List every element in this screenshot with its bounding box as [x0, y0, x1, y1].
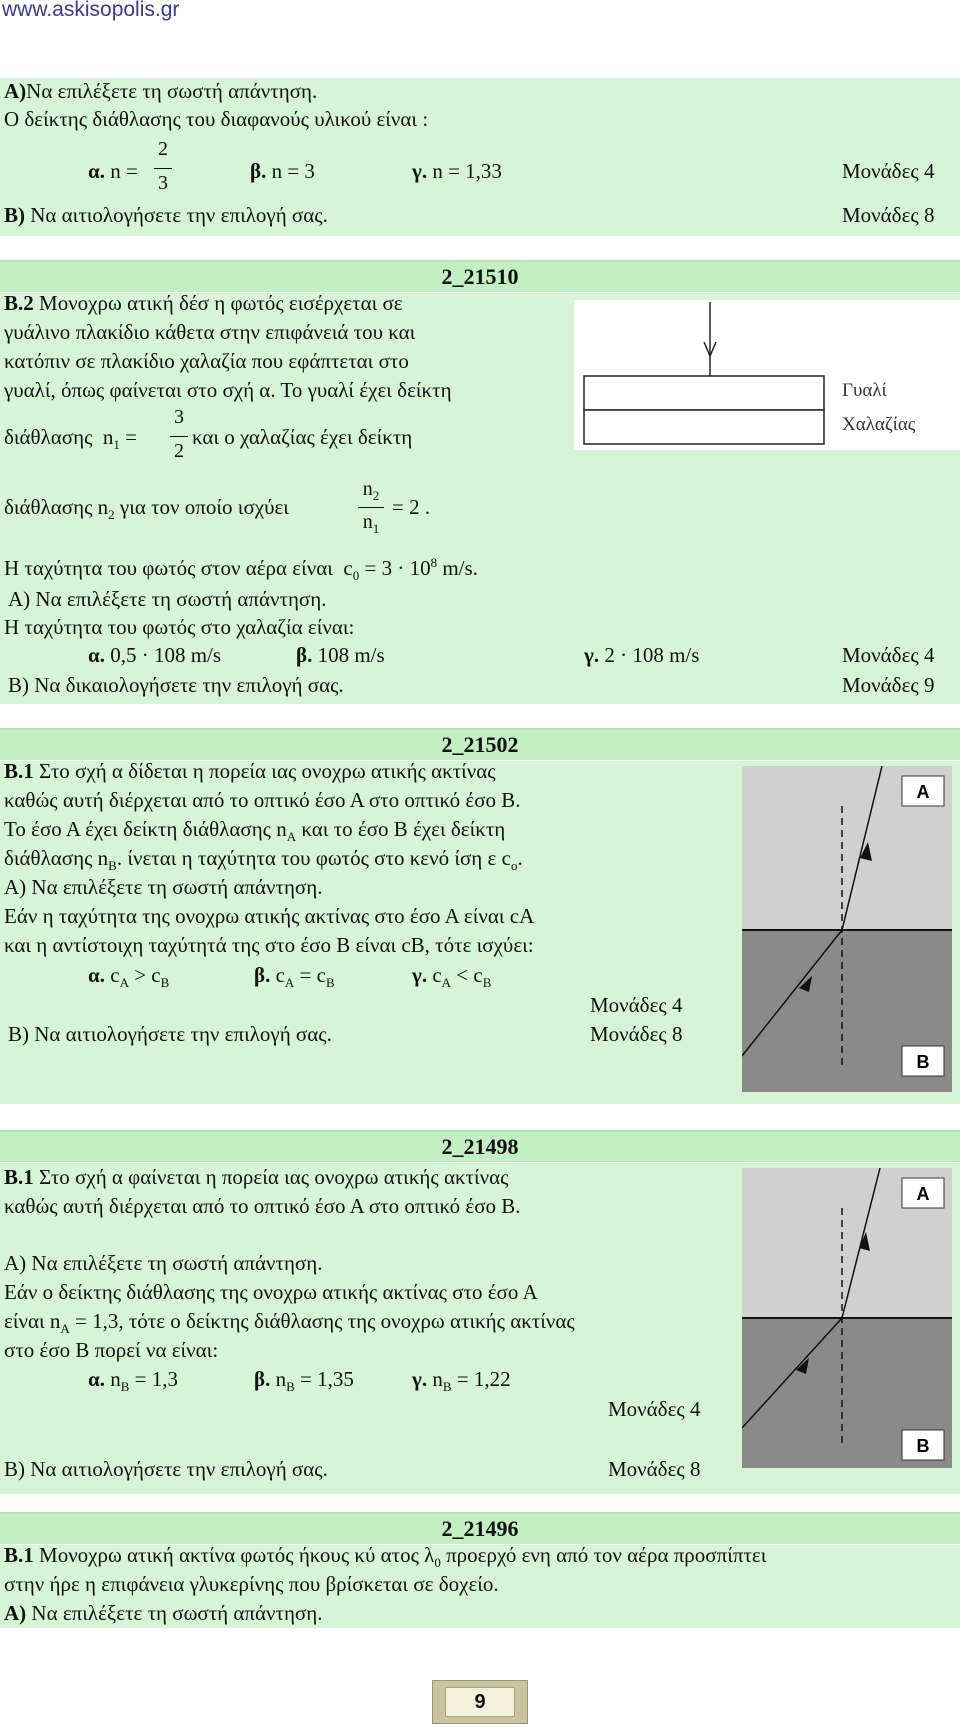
- label-b: B: [916, 1052, 930, 1072]
- question-header: [0, 728, 960, 761]
- option-a-fraction: 2 3: [154, 138, 172, 198]
- question-text-line: και η αντίστοιχη ταχύτητά της στο έσο Β είναι cB, τότε ισχύει:: [4, 933, 534, 957]
- question-text-line: κατόπιν σε πλακίδιο χαλαζία που εφάπτεται στο: [4, 349, 409, 373]
- ratio-value: = 2 .: [392, 495, 431, 519]
- part-b-prompt: Β) Να αιτιολογήσετε την επιλογή σας.: [4, 203, 328, 227]
- option-a: α. n =: [88, 159, 138, 183]
- question-text-line: διάθλασης $n_1$ =: [4, 425, 138, 453]
- question-text-line: στην ήρε η επιφάνεια γλυκερίνης που βρίσκεται σε δοχείο.: [4, 1572, 499, 1596]
- option-a: α. 0,5 · 108 m/s: [88, 643, 222, 667]
- part-a-prompt: Α) Να επιλέξετε τη σωστή απάντηση.: [4, 875, 323, 899]
- question-text-line: καθώς αυτή διέρχεται από το οπτικό έσο Α στο οπτικό έσο Β.: [4, 788, 521, 812]
- label-a: A: [916, 1184, 930, 1204]
- option-a: α. $c_A > c_B$: [88, 963, 170, 991]
- option-b: β. $c_A = c_B$: [254, 963, 335, 991]
- site-url[interactable]: www.askisopolis.gr: [2, 0, 180, 21]
- part-a-prompt: Α) Να επιλέξετε τη σωστή απάντηση.: [4, 1251, 323, 1275]
- question-code: 2_21510: [441, 264, 519, 289]
- part-a-prompt: Α)Να επιλέξετε τη σωστή απάντηση.: [4, 79, 318, 103]
- refraction-figure: [742, 766, 952, 1092]
- question-text-line: Β.1 Στο σχή α δίδεται η πορεία ιας ονοχρω ατικής ακτίνας: [4, 759, 496, 783]
- n1-fraction: 3 2: [170, 406, 188, 468]
- page-number: 9: [445, 1687, 515, 1717]
- question-header: [0, 1130, 960, 1163]
- monades-b: Μονάδες 8: [608, 1457, 701, 1481]
- quartz-plate: [584, 410, 824, 444]
- monades-a: Μονάδες 4: [590, 993, 683, 1017]
- question-text-line: Το έσο Α έχει δείκτη διάθλασης $n_A$ και το έσο Β έχει δείκτη: [4, 817, 506, 845]
- option-b: β. 108 m/s: [296, 643, 385, 667]
- question-text-line: Εάν ο δείκτης διάθλασης της ονοχρω ατικής ακτίνας στο έσο Α: [4, 1280, 538, 1304]
- monades-b: Μονάδες 8: [590, 1022, 683, 1046]
- option-a: α. $n_B = 1,3$: [88, 1367, 178, 1395]
- part-a-prompt: Α) Να επιλέξετε τη σωστή απάντηση.: [8, 587, 327, 611]
- question-stem: Η ταχύτητα του φωτός στο χαλαζία είναι:: [4, 615, 355, 639]
- question-text-line: και ο χαλαζίας έχει δείκτη: [192, 425, 413, 449]
- option-g: γ. 2 · 108 m/s: [584, 643, 700, 667]
- question-text-line: στο έσο Β πορεί να είναι:: [4, 1338, 219, 1362]
- option-g: γ. n = 1,33: [412, 159, 502, 183]
- part-b-prompt: Β) Να δικαιολογήσετε την επιλογή σας.: [8, 673, 344, 697]
- option-b: β. $n_B = 1,35$: [254, 1367, 354, 1395]
- label-b: B: [916, 1436, 930, 1456]
- part-b-prompt: Β) Να αιτιολογήσετε την επιλογή σας.: [8, 1022, 332, 1046]
- option-g: γ. $c_A < c_B$: [412, 963, 492, 991]
- quartz-label: Χαλαζίας: [842, 414, 916, 435]
- label-a: A: [916, 782, 930, 802]
- question-header: [0, 1512, 960, 1545]
- glass-quartz-figure: [574, 300, 960, 450]
- monades-b: Μονάδες 9: [842, 673, 935, 697]
- glass-plate: [584, 376, 824, 410]
- question-text-line: καθώς αυτή διέρχεται από το οπτικό έσο Α στο οπτικό έσο Β.: [4, 1194, 521, 1218]
- question-text-line: διάθλασης $n_2$ για τον οποίο ισχύει: [4, 495, 289, 523]
- part-b-prompt: Β) Να αιτιολογήσετε την επιλογή σας.: [4, 1457, 328, 1481]
- monades-a: Μονάδες 4: [842, 643, 935, 667]
- monades-a: Μονάδες 4: [842, 159, 935, 183]
- speed-in-air: Η ταχύτητα του φωτός στον αέρα είναι $c_0 = 3 \cdot 10^8$ m/s.: [4, 555, 478, 584]
- question-text-line: γυάλινο πλακίδιο κάθετα στην επιφάνειά του και: [4, 320, 416, 344]
- question-text-line: Β.1 Στο σχή α φαίνεται η πορεία ιας ονοχρω ατικής ακτίνας: [4, 1165, 509, 1189]
- option-g: γ. $n_B = 1,22$: [412, 1367, 511, 1395]
- question-stem: Ο δείκτης διάθλασης του διαφανούς υλικού είναι :: [4, 107, 429, 131]
- refraction-figure: [742, 1168, 952, 1468]
- question-code: 2_21498: [441, 1134, 519, 1159]
- monades-a: Μονάδες 4: [608, 1397, 701, 1421]
- glass-label: Γυαλί: [842, 380, 887, 401]
- question-code: 2_21502: [441, 732, 519, 757]
- question-text-line: διάθλασης $n_B$. ίνεται η ταχύτητα του φωτός στο κενό ίση ε $c_o$.: [4, 846, 523, 874]
- monades-b: Μονάδες 8: [842, 203, 935, 227]
- question-text-line: Εάν η ταχύτητα της ονοχρω ατικής ακτίνας στο έσο Α είναι cA: [4, 904, 535, 928]
- question-header: [0, 260, 960, 293]
- question-code: 2_21496: [441, 1516, 519, 1541]
- question-text-line: Β.2 Μονοχρω ατική δέσ η φωτός εισέρχεται σε: [4, 291, 403, 315]
- question-text-line: γυαλί, όπως φαίνεται στο σχή α. Το γυαλί έχει δείκτη: [4, 378, 452, 402]
- ratio-fraction: $n_2$ $n_1$: [358, 478, 384, 538]
- page-number-frame: [432, 1680, 528, 1724]
- question-text-line: είναι $n_A = 1,3$, τότε ο δείκτης διάθλασης της ονοχρω ατικής ακτίνας: [4, 1309, 575, 1337]
- part-a-prompt: Α) Να επιλέξετε τη σωστή απάντηση.: [4, 1601, 323, 1625]
- question-text-line: Β.1 Μονοχρω ατική ακτίνα φωτός ήκους κύ ατος $\lambda_0$ προερχό ενη από τον αέρα προσπίπτει: [4, 1543, 767, 1571]
- option-b: β. n = 3: [250, 159, 315, 183]
